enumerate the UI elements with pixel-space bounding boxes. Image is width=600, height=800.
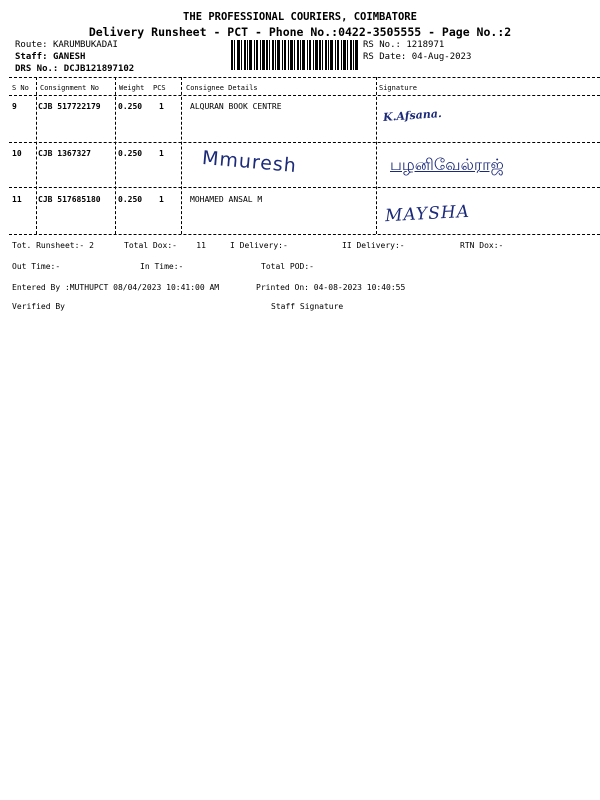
- route-value: KARUMBUKADAI: [52, 40, 118, 50]
- column-divider: [115, 77, 116, 234]
- in-time: In Time:-: [140, 262, 184, 271]
- consignment-cell: CJB 1367327: [38, 149, 91, 158]
- printed-on: Printed On: 04-08-2023 10:40:55: [256, 283, 406, 292]
- out-time: Out Time:-: [12, 262, 61, 271]
- column-header: PCS: [153, 84, 166, 92]
- rs-date-label: RS Date:: [363, 52, 407, 62]
- consignee-cell: ALQURAN BOOK CENTRE: [190, 102, 282, 111]
- route-line: [15, 40, 118, 50]
- column-header: Weight: [119, 84, 145, 92]
- handwritten-signature: MAYSHA: [384, 201, 471, 227]
- consignment-cell: CJB 517685180: [38, 195, 101, 204]
- rtn-dox: RTN Dox:-: [460, 241, 504, 250]
- sno-cell: 9: [12, 102, 17, 111]
- route-label: Route:: [15, 40, 48, 50]
- weight-cell: 0.250: [118, 195, 143, 204]
- verified-by: Verified By: [12, 302, 65, 311]
- sno-cell: 11: [12, 195, 22, 204]
- table-header-rule: [9, 95, 600, 96]
- column-header: Signature: [379, 84, 417, 92]
- drs-line: [15, 64, 134, 74]
- column-divider: [376, 77, 377, 234]
- entered-by: Entered By :MUTHUPCT 08/04/2023 10:41:00 AM: [12, 283, 220, 292]
- handwritten-signature: K.Afsana.: [382, 106, 443, 125]
- staff-value: GANESH: [52, 52, 86, 62]
- column-divider: [36, 77, 37, 234]
- column-header: S No: [12, 84, 29, 92]
- pcs-cell: 1: [159, 195, 164, 204]
- handwritten-receiver-name: Mmuresh: [201, 146, 298, 178]
- row-divider: [9, 187, 600, 188]
- pcs-cell: 1: [159, 149, 164, 158]
- rs-no-label: RS No.:: [363, 40, 401, 50]
- staff-signature: Staff Signature: [271, 302, 344, 311]
- rs-no-value: 1218971: [406, 40, 445, 50]
- handwritten-signature: பழனிவேல்ராஜ்: [390, 155, 504, 174]
- rs-date-line: [363, 52, 471, 62]
- table-bottom-rule: [9, 234, 600, 235]
- staff-line: [15, 52, 85, 62]
- total-dox: Total Dox:- 11: [124, 241, 206, 250]
- consignment-cell: CJB 517722179: [38, 102, 101, 111]
- rs-date-value: 04-Aug-2023: [411, 52, 472, 62]
- consignee-cell: MOHAMED ANSAL M: [190, 195, 263, 204]
- drs-label: DRS No.:: [15, 64, 59, 74]
- table-top-rule: [9, 77, 600, 78]
- staff-label: Staff:: [15, 52, 48, 62]
- total-pod: Total POD:-: [261, 262, 314, 271]
- drs-value: DCJB121897102: [63, 64, 135, 74]
- barcode-image: [231, 40, 359, 70]
- pcs-cell: 1: [159, 102, 164, 111]
- runsheet-title: Delivery Runsheet - PCT - Phone No.:0422-3505555 - Page No.:2: [88, 25, 512, 39]
- weight-cell: 0.250: [118, 102, 143, 111]
- sno-cell: 10: [12, 149, 22, 158]
- company-title: THE PROFESSIONAL COURIERS, COIMBATORE: [183, 11, 417, 23]
- weight-cell: 0.250: [118, 149, 143, 158]
- row-divider: [9, 142, 600, 143]
- column-divider: [181, 77, 182, 234]
- column-header: Consignment No: [40, 84, 100, 92]
- total-runsheet: Tot. Runsheet:- 2: [12, 241, 94, 250]
- i-delivery: I Delivery:-: [230, 241, 288, 250]
- rs-no-line: [363, 40, 444, 50]
- ii-delivery: II Delivery:-: [342, 241, 405, 250]
- column-header: Consignee Details: [186, 84, 258, 92]
